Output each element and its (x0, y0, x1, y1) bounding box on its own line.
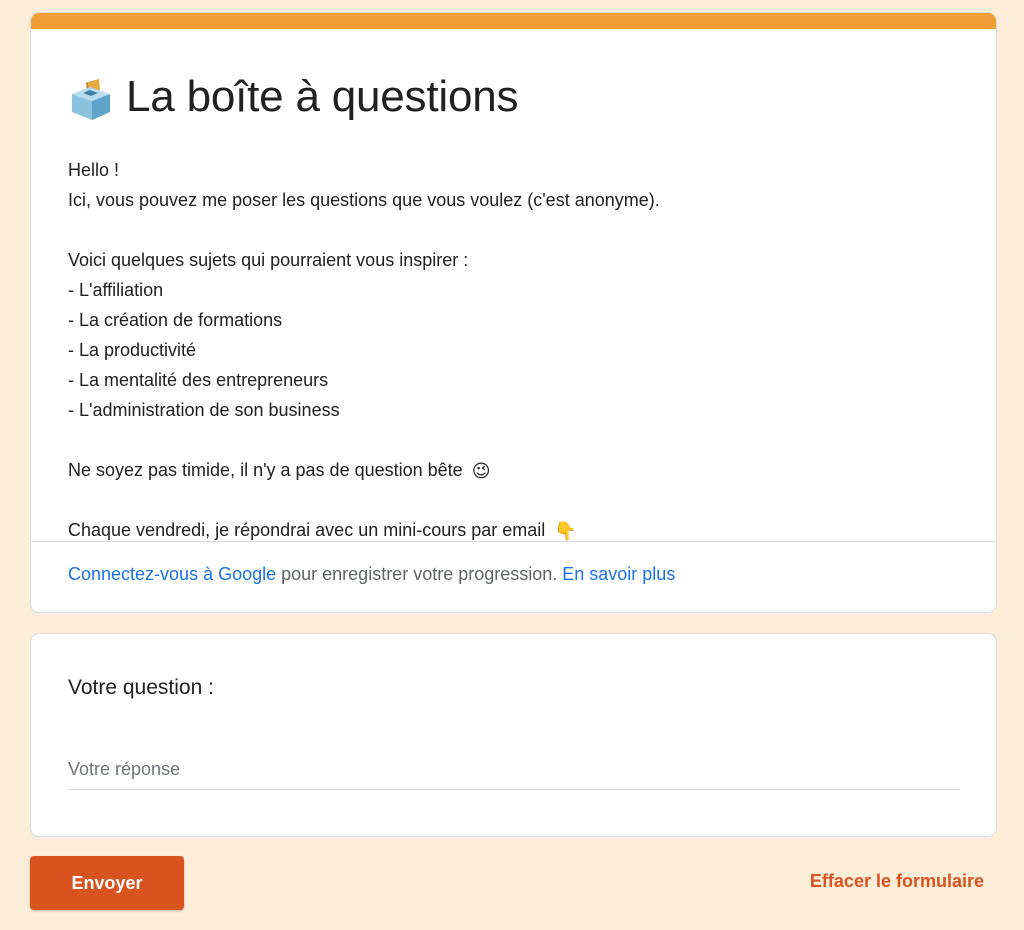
submit-button[interactable]: Envoyer (30, 856, 184, 910)
clear-form-button[interactable]: Effacer le formulaire (809, 871, 984, 891)
form-description (31, 129, 996, 545)
title-row (31, 29, 996, 129)
header-divider (31, 541, 996, 542)
description-line: - La création de formations (68, 310, 283, 330)
description-line: Voici quelques sujets qui pourraient vous inspirer : (68, 250, 469, 270)
description-line: Ici, vous pouvez me poser les questions que vous voulez (c'est anonyme). (68, 190, 660, 210)
ballot-box-icon (68, 76, 114, 122)
question-card (30, 633, 997, 837)
form-title: La boîte à questions (126, 72, 519, 121)
form-header-card (30, 12, 997, 613)
description-line-with-emoji (68, 455, 959, 485)
description-text: Chaque vendredi, je répondrai avec un mini-cours par email (68, 520, 546, 540)
description-line: - L'affiliation (68, 280, 164, 300)
question-title: Votre question : (68, 676, 214, 699)
description-blank (68, 215, 959, 245)
learn-more-link[interactable]: En savoir plus (562, 564, 676, 584)
description-line: - La mentalité des entrepreneurs (68, 370, 329, 390)
description-line: - L'administration de son business (68, 400, 340, 420)
description-text: Ne soyez pas timide, il n'y a pas de question bête (68, 460, 463, 480)
pointing-down-icon: 👇 (554, 521, 577, 542)
signin-notice (68, 564, 675, 585)
answer-input[interactable] (68, 750, 960, 790)
description-line: - La productivité (68, 340, 197, 360)
description-line: Hello ! (68, 160, 120, 180)
header-accent-bar (31, 13, 996, 29)
description-blank (68, 425, 959, 455)
description-blank (68, 485, 959, 515)
winking-face-icon: 😉 (471, 461, 491, 482)
google-signin-link[interactable]: Connectez-vous à Google (68, 564, 277, 584)
signin-notice-text: pour enregistrer votre progression. (276, 564, 563, 584)
